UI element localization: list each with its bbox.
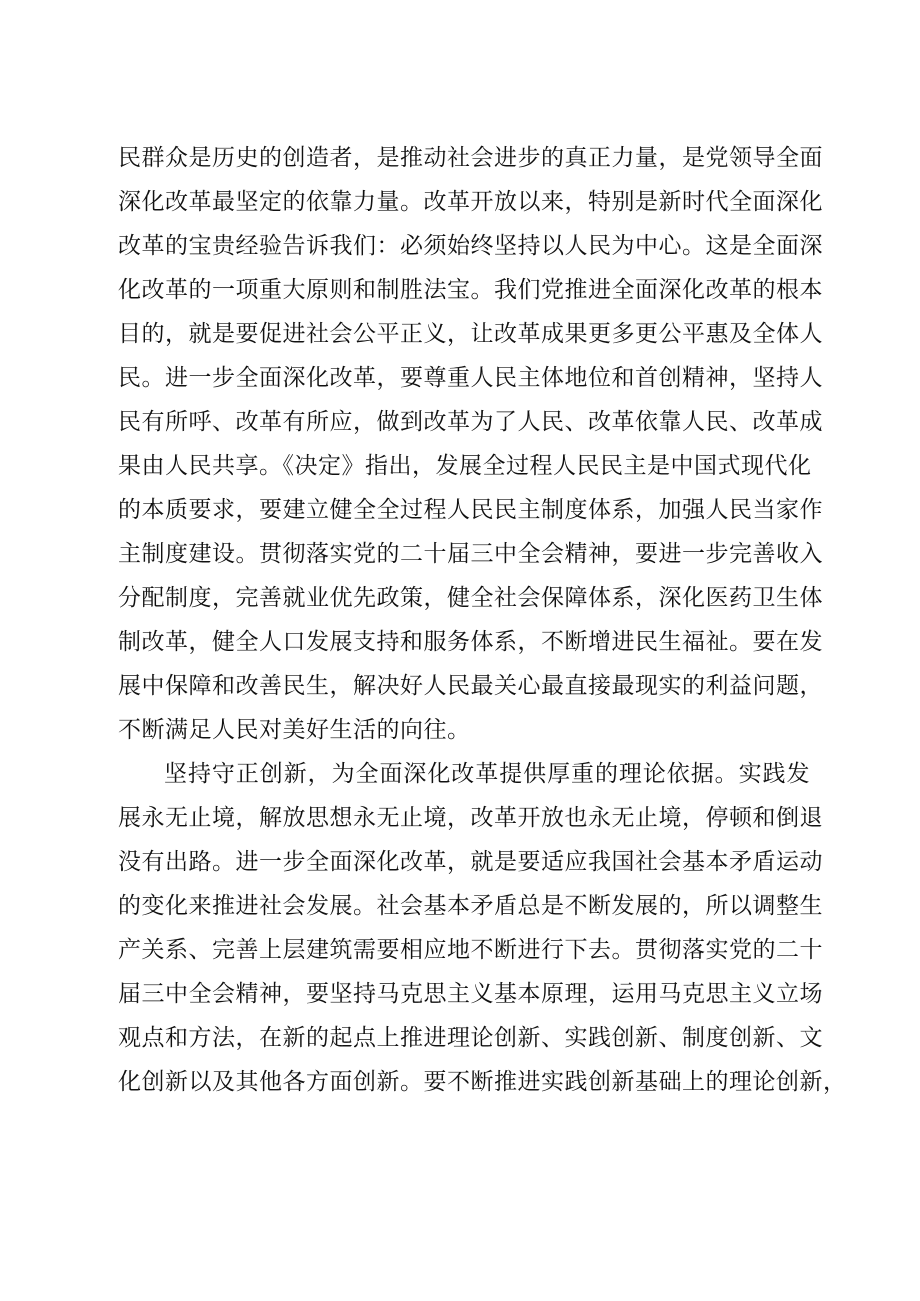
text-line: 观点和方法，在新的起点上推进理论创新、实践创新、制度创新、文 — [118, 1025, 823, 1051]
text-line: 目的，就是要促进社会公平正义，让改革成果更多更公平惠及全体人 — [118, 321, 823, 347]
paragraph — [118, 752, 847, 1104]
text-line: 的变化来推进社会发展。社会基本矛盾总是不断发展的，所以调整生 — [118, 893, 823, 919]
text-line: 没有出路。进一步全面深化改革，就是要适应我国社会基本矛盾运动 — [118, 849, 823, 875]
text-line: 分配制度，完善就业优先政策，健全社会保障体系，深化医药卫生体 — [118, 585, 823, 611]
text-line: 产关系、完善上层建筑需要相应地不断进行下去。贯彻落实党的二十 — [118, 937, 823, 963]
text-line: 果由人民共享。《决定》指出，发展全过程人民民主是中国式现代化 — [118, 453, 812, 479]
text-line: 主制度建设。贯彻落实党的二十届三中全会精神，要进一步完善收入 — [118, 541, 823, 567]
text-line: 深化改革最坚定的依靠力量。改革开放以来，特别是新时代全面深化 — [118, 189, 823, 215]
text-line: 改革的宝贵经验告诉我们：必须始终坚持以人民为中心。这是全面深 — [118, 233, 823, 259]
text-line: 届三中全会精神，要坚持马克思主义基本原理，运用马克思主义立场 — [118, 981, 823, 1007]
text-line: 坚持守正创新，为全面深化改革提供厚重的理论依据。实践发 — [164, 761, 810, 787]
text-line: 民。进一步全面深化改革，要尊重人民主体地位和首创精神，坚持人 — [118, 365, 823, 391]
text-line: 展永无止境，解放思想永无止境，改革开放也永无止境，停顿和倒退 — [118, 805, 823, 831]
text-line: 化创新以及其他各方面创新。要不断推进实践创新基础上的理论创新， — [118, 1069, 847, 1095]
text-line: 的本质要求，要建立健全全过程人民民主制度体系，加强人民当家作 — [118, 497, 823, 523]
paragraph — [118, 136, 823, 752]
text-line: 民群众是历史的创造者，是推动社会进步的真正力量，是党领导全面 — [118, 145, 823, 171]
body-text — [118, 136, 847, 1104]
text-line: 不断满足人民对美好生活的向往。 — [118, 717, 471, 743]
text-line: 民有所呼、改革有所应，做到改革为了人民、改革依靠人民、改革成 — [118, 409, 823, 435]
text-line: 制改革，健全人口发展支持和服务体系，不断增进民生福祉。要在发 — [118, 629, 823, 655]
text-line: 展中保障和改善民生，解决好人民最关心最直接最现实的利益问题， — [118, 673, 823, 699]
text-line: 化改革的一项重大原则和制胜法宝。我们党推进全面深化改革的根本 — [118, 277, 823, 303]
